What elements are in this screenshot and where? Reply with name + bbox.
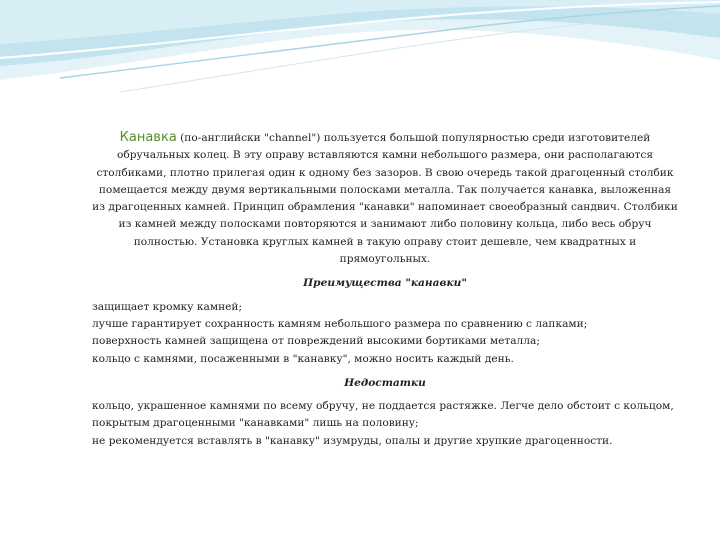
title: Канавка bbox=[119, 130, 177, 145]
list-item: лучше гарантирует сохранность камням небольшого размера по сравнению с лапками; bbox=[92, 317, 588, 330]
intro-paragraph bbox=[92, 129, 678, 268]
list-item: поверхность камней защищена от повреждений высокими бортиками металла; bbox=[92, 335, 540, 348]
list-item: не рекомендуется вставлять в "канавку" изумруды, опалы и другие хрупкие драгоценности. bbox=[92, 434, 613, 447]
wave-decoration bbox=[0, 0, 720, 110]
intro-text: (по-английски "channel") пользуется большой популярностью среди изготовителей обручальных колец. В эту оправу вставляются камни небольшого размера, они располагаются столбиками, плотно прилегая один к одному без зазоров. В свою очередь такой драгоценный столбик помещается между двумя вертикальными полосками металла. Так получается канавка, выложенная из драгоценных камней. Принцип обрамления "канавки" напоминает своеобразный сандвич. Столбики из камней между полосками повторяются и занимают либо половину кольца, либо весь обруч полностью. Установка круглых камней в такую оправу стоит дешевле, чем квадратных и прямоугольных. bbox=[92, 132, 678, 266]
list-item: защищает кромку камней; bbox=[92, 300, 243, 313]
disadvantages-list bbox=[92, 398, 678, 450]
list-item: кольцо с камнями, посаженными в "канавку", можно носить каждый день. bbox=[92, 352, 514, 365]
list-item: кольцо, украшенное камнями по всему обручу, не поддается растяжке. Легче дело обстоит с кольцом, покрытым драгоценными "канавками" лишь на половину; bbox=[92, 400, 674, 430]
advantages-heading: Преимущества "канавки" bbox=[303, 277, 467, 290]
disadvantages-heading: Недостатки bbox=[344, 376, 426, 389]
advantages-list bbox=[92, 299, 678, 368]
text-content bbox=[92, 129, 678, 450]
